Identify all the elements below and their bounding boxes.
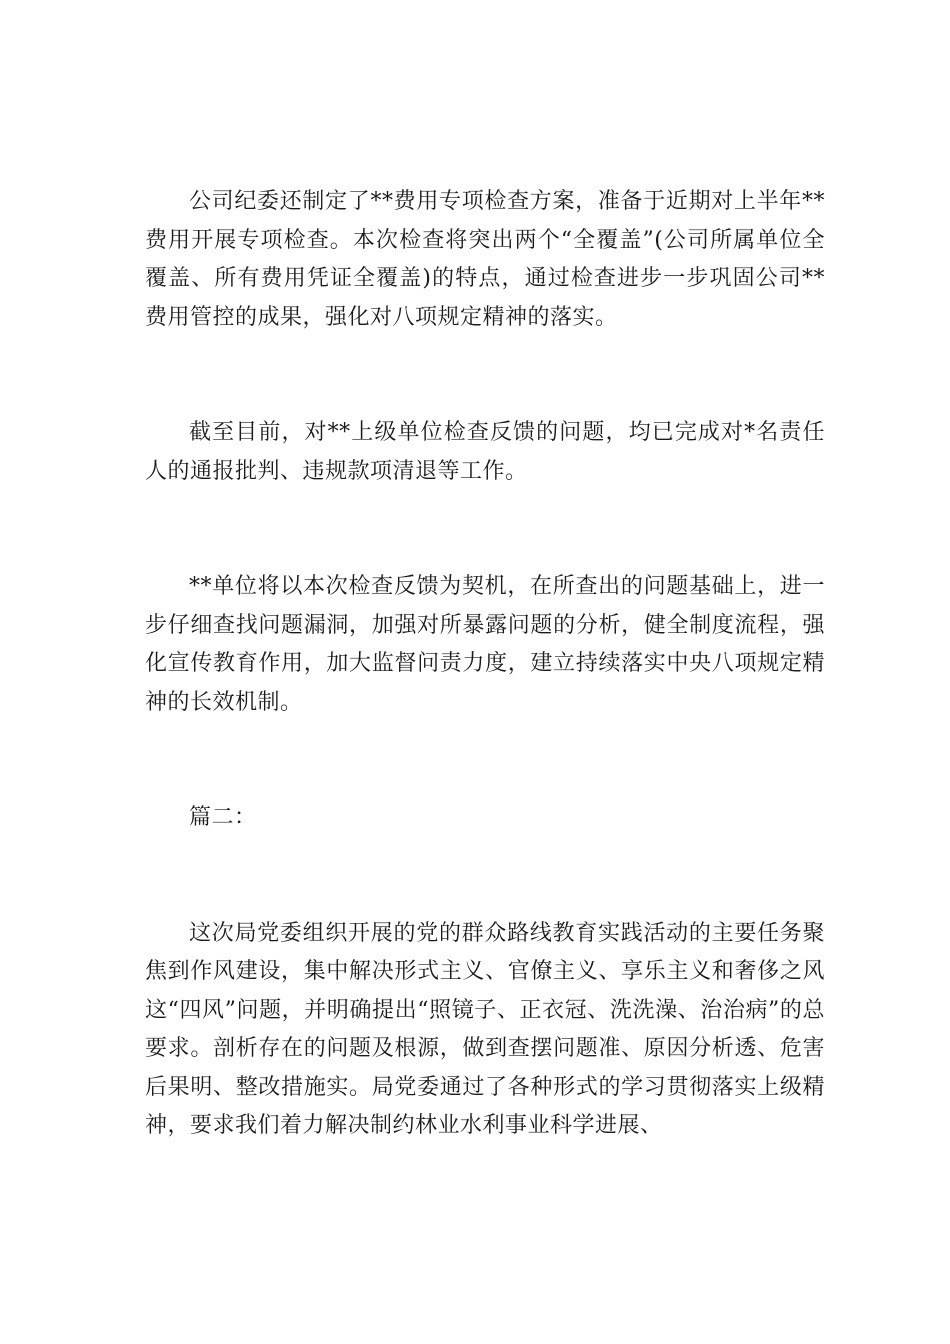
paragraph-follow-up-measures: **单位将以本次检查反馈为契机，在所查出的问题基础上，进一步仔细查找问题漏洞，加强对所暴露问题的分析，健全制度流程，强化宣传教育作用，加大监督问责力度，建立持续落实中央八项规定精神的长效机制。 [145, 574, 825, 715]
paragraph-education-campaign: 这次局党委组织开展的党的群众路线教育实践活动的主要任务聚焦到作风建设，集中解决形式主义、官僚主义、享乐主义和奢侈之风这“四风”问题，并明确提出“照镜子、正衣冠、洗洗澡、治治病”的总要求。剖析存在的问题及根源，做到查摆问题准、原因分析透、危害后果明、整改措施实。局党委通过了各种形式的学习贯彻落实上级精神，要求我们着力解决制约林业水利事业科学进展、 [145, 920, 825, 1138]
paragraph-inspection-plan: 公司纪委还制定了**费用专项检查方案，准备于近期对上半年**费用开展专项检查。本次检查将突出两个“全覆盖”(公司所属单位全覆盖、所有费用凭证全覆盖)的特点，通过检查进步一步巩固公司**费用管控的成果，强化对八项规定精神的落实。 [145, 189, 825, 330]
paragraph-feedback-status: 截至目前，对**上级单位检查反馈的问题，均已完成对*名责任人的通报批判、违规款项清退等工作。 [145, 420, 825, 484]
section-heading: 篇二： [189, 805, 257, 830]
document-body [145, 183, 825, 1223]
